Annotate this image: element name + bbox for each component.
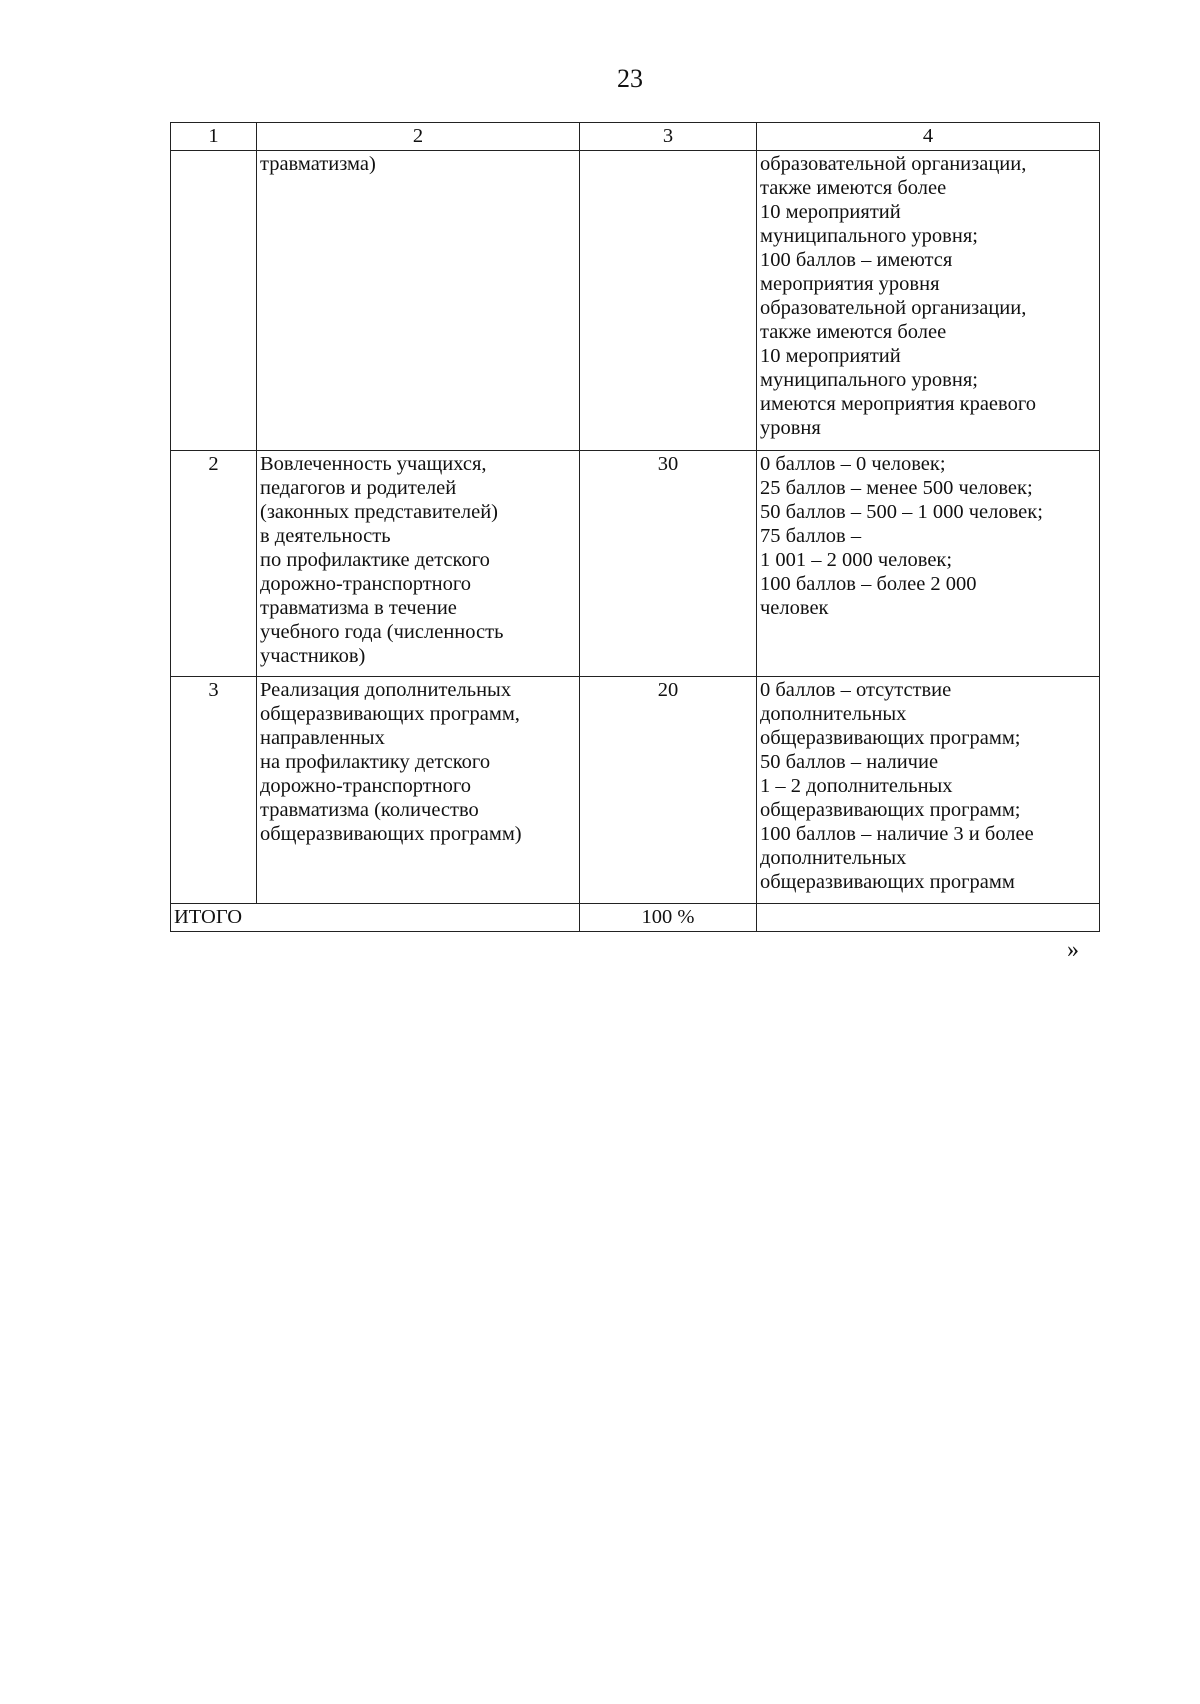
criterion-line: учебного года (численность [260, 621, 504, 643]
criterion-cell [257, 451, 580, 677]
weight-cell: 20 [580, 677, 757, 904]
criterion-line: педагогов и родителей [260, 477, 457, 499]
scoring-line: муниципального уровня; [760, 369, 978, 391]
header-cell-4: 4 [757, 123, 1100, 151]
scoring-line: 100 баллов – более 2 000 [760, 573, 977, 595]
criterion-line: Вовлеченность учащихся, [260, 453, 487, 475]
row-number-cell: 2 [171, 451, 257, 677]
page-number: 23 [617, 64, 643, 93]
scoring-line: дополнительных [760, 847, 907, 869]
criterion-line: в деятельность [260, 525, 391, 547]
scoring-line: 25 баллов – менее 500 человек; [760, 477, 1033, 499]
criterion-line: общеразвивающих программ, [260, 703, 520, 725]
table-row-continuation [171, 151, 1100, 451]
scoring-line: образовательной организации, [760, 297, 1027, 319]
weight-cell [580, 151, 757, 451]
scoring-line: уровня [760, 417, 821, 439]
total-scoring-cell [757, 904, 1100, 932]
criterion-line: участников) [260, 645, 366, 667]
scoring-line: 10 мероприятий [760, 345, 901, 367]
scoring-line: 75 баллов – [760, 525, 862, 547]
scoring-line: имеются мероприятия краевого [760, 393, 1036, 415]
criterion-line: дорожно-транспортного [260, 573, 472, 595]
criterion-line: травматизма в течение [260, 597, 457, 619]
criterion-line: на профилактику детского [260, 751, 491, 773]
scoring-line: 1 – 2 дополнительных [760, 775, 953, 797]
scoring-line: мероприятия уровня [760, 273, 940, 295]
table-row [171, 677, 1100, 904]
scoring-line: 10 мероприятий [760, 201, 901, 223]
criterion-cell [257, 151, 580, 451]
scoring-line: общеразвивающих программ; [760, 727, 1021, 749]
scoring-line: 100 баллов – наличие 3 и более [760, 823, 1034, 845]
scoring-line: 50 баллов – наличие [760, 751, 939, 773]
scoring-line: также имеются более [760, 321, 947, 343]
criterion-line: общеразвивающих программ) [260, 823, 522, 845]
criterion-line: направленных [260, 727, 385, 749]
header-cell-1: 1 [171, 123, 257, 151]
criterion-line: (законных представителей) [260, 501, 499, 523]
header-cell-3: 3 [580, 123, 757, 151]
scoring-cell [757, 151, 1100, 451]
criterion-line: дорожно-транспортного [260, 775, 472, 797]
criteria-table [170, 122, 1100, 932]
scoring-cell [757, 451, 1100, 677]
scoring-line: муниципального уровня; [760, 225, 978, 247]
row-number-cell: 3 [171, 677, 257, 904]
criterion-line: по профилактике детского [260, 549, 490, 571]
total-weight-cell: 100 % [580, 904, 757, 932]
scoring-line: 50 баллов – 500 – 1 000 человек; [760, 501, 1043, 523]
weight-cell: 30 [580, 451, 757, 677]
closing-quote-mark: » [1067, 937, 1079, 963]
criterion-line: Реализация дополнительных [260, 679, 512, 701]
scoring-line: человек [760, 597, 829, 619]
table-total-row [171, 904, 1100, 932]
header-cell-2: 2 [257, 123, 580, 151]
total-label-cell: ИТОГО [171, 904, 580, 932]
table-header-row [171, 123, 1100, 151]
scoring-line: общеразвивающих программ [760, 871, 1015, 893]
scoring-line: образовательной организации, [760, 153, 1027, 175]
criterion-line: травматизма) [260, 153, 376, 175]
scoring-line: 100 баллов – имеются [760, 249, 953, 271]
scoring-line: дополнительных [760, 703, 907, 725]
scoring-line: 0 баллов – отсутствие [760, 679, 952, 701]
scoring-line: также имеются более [760, 177, 947, 199]
table-row [171, 451, 1100, 677]
scoring-line: 1 001 – 2 000 человек; [760, 549, 953, 571]
row-number-cell [171, 151, 257, 451]
scoring-cell [757, 677, 1100, 904]
criterion-cell [257, 677, 580, 904]
criterion-line: травматизма (количество [260, 799, 479, 821]
scoring-line: 0 баллов – 0 человек; [760, 453, 946, 475]
scoring-line: общеразвивающих программ; [760, 799, 1021, 821]
